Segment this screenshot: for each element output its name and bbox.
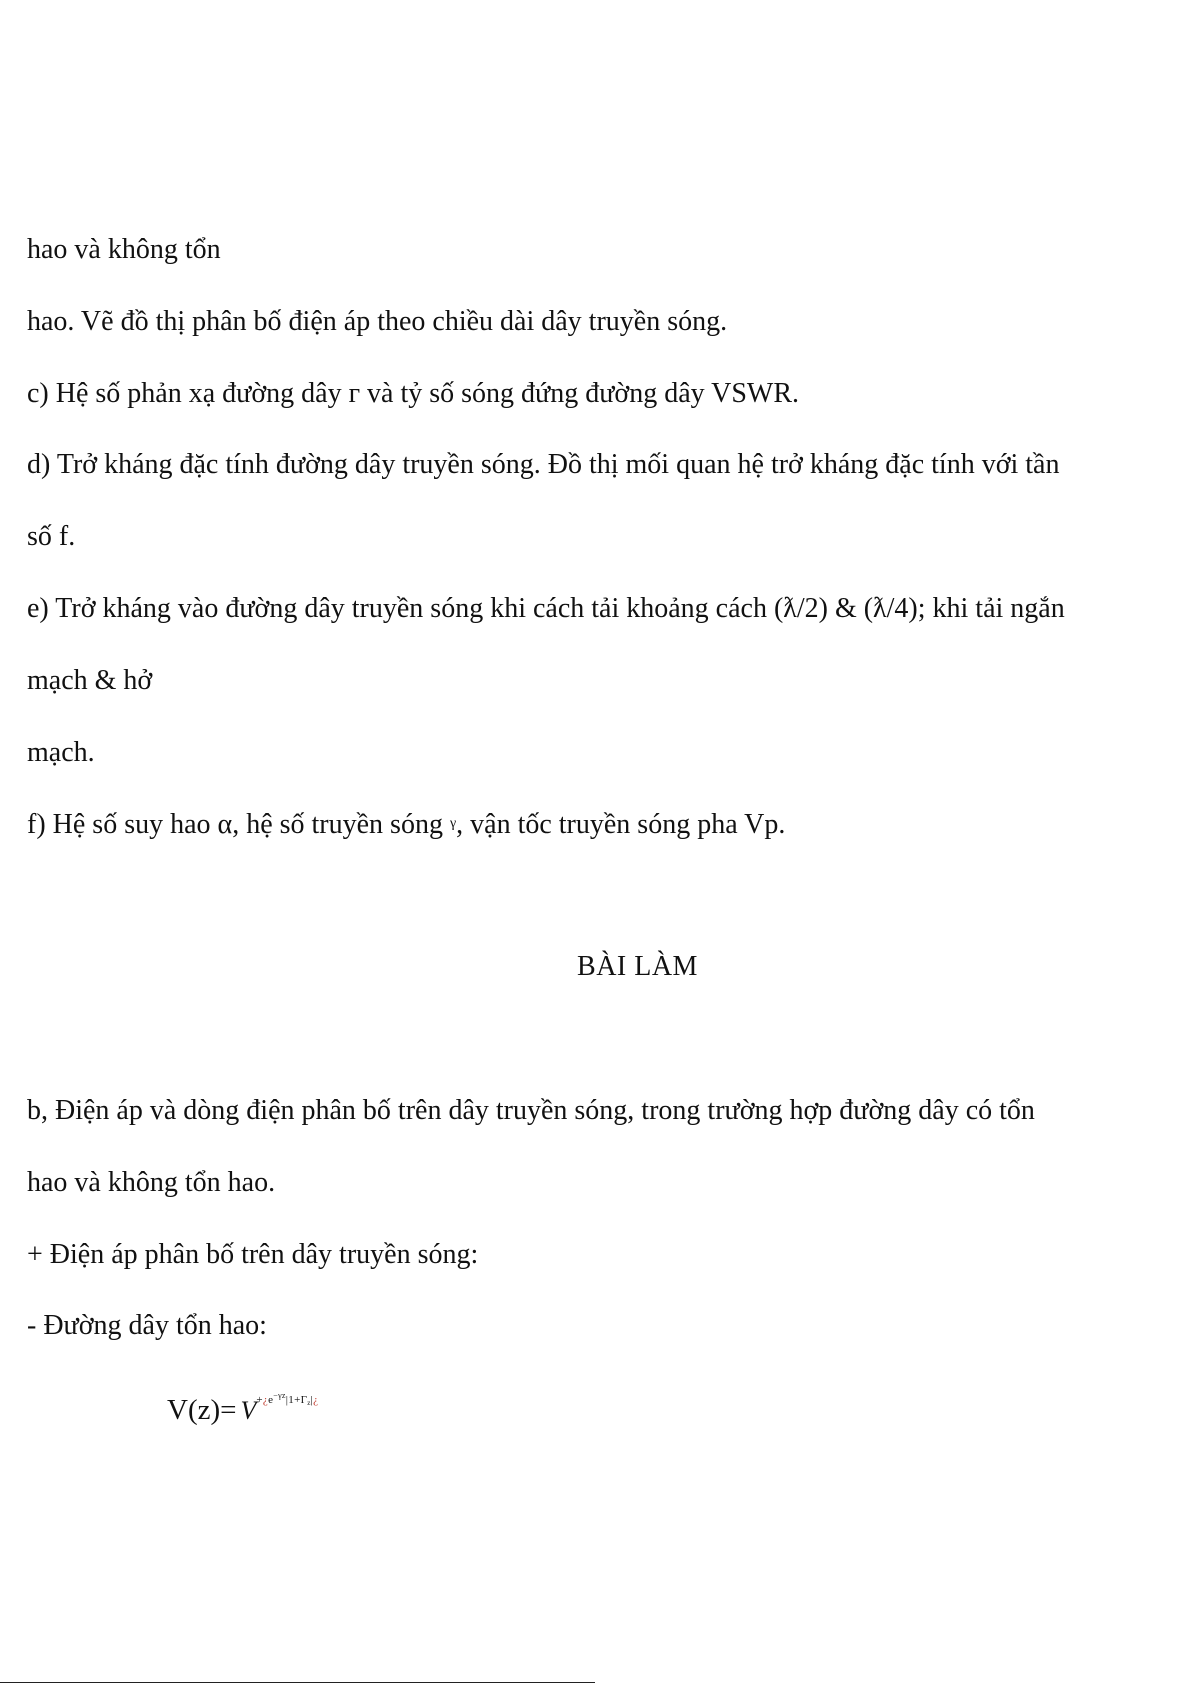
formula-sup-end: |: [310, 1394, 314, 1406]
section-title: BÀI LÀM: [577, 951, 698, 982]
question-e: e) Trở kháng vào đường dây truyền sóng khi cách tải khoảng cách (ƛ/2) & (ƛ/4); khi tải ngắn: [27, 593, 1065, 624]
question-f-text-1: f) Hệ số suy hao α, hệ số truyền sóng: [27, 809, 450, 840]
question-c: c) Hệ số phản xạ đường dây г và tỷ số sóng đứng đường dây VSWR.: [27, 378, 800, 409]
formula-sup-e: e: [268, 1394, 274, 1406]
question-f: [27, 807, 785, 842]
formula-sup-subscript: z: [307, 1399, 311, 1407]
question-e-continuation-2: mạch.: [27, 737, 95, 768]
formula-sup-exponent: −γz: [273, 1391, 286, 1400]
question-d: d) Trở kháng đặc tính đường dây truyền sóng. Đồ thị mối quan hệ trở kháng đặc tính với tần: [27, 449, 1060, 480]
voltage-distribution-heading: + Điện áp phân bố trên dây truyền sóng:: [27, 1239, 479, 1270]
question-line-continuation-2: hao. Vẽ đồ thị phân bố điện áp theo chiều dài dây truyền sóng.: [27, 306, 728, 337]
voltage-formula: [167, 1378, 318, 1429]
lossy-line-heading: - Đường dây tổn hao:: [27, 1310, 267, 1341]
answer-b-line-1: b, Điện áp và dòng điện phân bố trên dây truyền sóng, trong trường hợp đường dây có tổn: [27, 1095, 1035, 1126]
formula-sup-red-2: ¿: [313, 1394, 319, 1406]
formula-superscript: [256, 1391, 319, 1407]
question-f-text-2: , vận tốc truyền sóng pha Vp.: [456, 809, 786, 840]
question-line-continuation-1: hao và không tổn: [27, 234, 221, 265]
formula-sup-red-1: ¿: [262, 1394, 269, 1406]
answer-b-line-2: hao và không tổn hao.: [27, 1167, 276, 1198]
formula-lhs: V(z)=: [167, 1394, 237, 1426]
question-d-continuation: số f.: [27, 521, 76, 552]
footnote-separator: [0, 1682, 595, 1683]
formula-sup-plus: +: [256, 1394, 263, 1406]
formula-v: V: [240, 1396, 257, 1425]
gamma-symbol: γ: [449, 816, 457, 831]
formula-sup-rest: |1+Γ: [285, 1394, 308, 1406]
question-e-continuation-1: mạch & hở: [27, 665, 153, 696]
